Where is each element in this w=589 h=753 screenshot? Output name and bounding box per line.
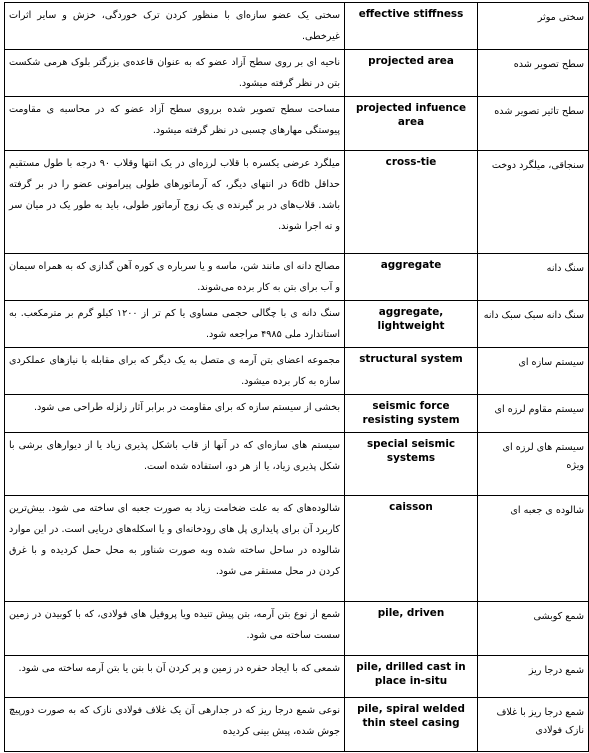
definition-cell: شالوده‌های که به علت ضخامت زیاد به صورت جعبه ای ساخته می شود. بیش‌ترین کاربرد آن برای پایداری پل های رودخانه‌ای و یا اسکله‌های دریایی است. در این موارد شالوده در ساحل ساخته شده وبه صورت شناور به محل حمل کردیده و با غرق کردن در محل مستقر می شود. bbox=[5, 496, 345, 602]
glossary-row bbox=[5, 301, 589, 348]
persian-term-cell: شمع درجا ریز با غلاف نازک فولادی bbox=[478, 698, 589, 752]
english-term-cell: pile, drilled cast in place in-situ bbox=[345, 656, 478, 698]
persian-term-cell: سطح تاثیر تصویر شده bbox=[478, 97, 589, 151]
glossary-row bbox=[5, 698, 589, 752]
definition-cell: سختی یک عضو سازه‌ای با منظور کردن ترک خوردگی، خزش و سایر اثرات غیرخطی. bbox=[5, 3, 345, 50]
persian-term-cell: سطح تصویر شده bbox=[478, 50, 589, 97]
english-term-cell: structural system bbox=[345, 348, 478, 395]
persian-term-cell: سنگ دانه bbox=[478, 254, 589, 301]
glossary-row bbox=[5, 50, 589, 97]
glossary-table bbox=[4, 2, 589, 752]
glossary-row bbox=[5, 348, 589, 395]
english-term-cell: special seismic systems bbox=[345, 433, 478, 496]
persian-term-cell: سیستم سازه ای bbox=[478, 348, 589, 395]
english-term-cell: projected infuence area bbox=[345, 97, 478, 151]
glossary-body bbox=[5, 3, 589, 752]
persian-term-cell: سنجاقی، میلگرد دوخت bbox=[478, 151, 589, 254]
english-term-cell: projected area bbox=[345, 50, 478, 97]
english-term-cell: pile, driven bbox=[345, 602, 478, 656]
definition-cell: مصالح دانه ای مانند شن، ماسه و یا سرباره ی کوره آهن گدازی که به همراه سیمان و آب برای بتن به کار برده می‌شوند. bbox=[5, 254, 345, 301]
persian-term-cell: سیستم های لرزه ای ویژه bbox=[478, 433, 589, 496]
english-term-cell: pile, spiral welded thin steel casing bbox=[345, 698, 478, 752]
english-term-cell: aggregate bbox=[345, 254, 478, 301]
english-term-cell: effective stiffness bbox=[345, 3, 478, 50]
definition-cell: شمعی که با ایجاد حفره در زمین و پر کردن آن با بتن یا بتن آرمه ساخته می شود. bbox=[5, 656, 345, 698]
glossary-row bbox=[5, 496, 589, 602]
english-term-cell: caisson bbox=[345, 496, 478, 602]
glossary-row bbox=[5, 395, 589, 433]
glossary-row bbox=[5, 151, 589, 254]
persian-term-cell: سیستم مقاوم لرزه ای bbox=[478, 395, 589, 433]
persian-term-cell: سنگ دانه سبک سبک دانه bbox=[478, 301, 589, 348]
definition-cell: سیستم های سازه‌ای که در آنها از قاب باشکل پذیری زیاد یا از دیوارهای برشی با شکل پذیری زیاد، یا از هر دو، استفاده شده است. bbox=[5, 433, 345, 496]
persian-term-cell: شالوده ی جعبه ای bbox=[478, 496, 589, 602]
definition-cell: نوعی شمع درجا ریز که در جدارهی آن یک غلاف فولادی نازک که به صورت دورپیچ جوش شده، پیش بینی کردیده bbox=[5, 698, 345, 752]
persian-term-cell: سختی موثر bbox=[478, 3, 589, 50]
persian-term-cell: شمع کوبشی bbox=[478, 602, 589, 656]
glossary-row bbox=[5, 433, 589, 496]
english-term-cell: cross-tie bbox=[345, 151, 478, 254]
definition-cell: مجموعه اعضای بتن آرمه ی متصل به یک دیگر که برای مقابله با نیازهای عملکردی سازه به کار برده میشود. bbox=[5, 348, 345, 395]
glossary-row bbox=[5, 602, 589, 656]
definition-cell: مساحت سطح تصویر شده برروی سطح آزاد عضو که در محاسبه ی مقاومت پیوستگی مهارهای چسبی در نظر گرفته میشود. bbox=[5, 97, 345, 151]
definition-cell: سنگ دانه ی با چگالی حجمی مساوی یا کم تر از ۱۲۰۰ کیلو گرم بر مترمکعب. به استاندارد ملی ۴۹۸۵ مراجعه شود. bbox=[5, 301, 345, 348]
glossary-row bbox=[5, 656, 589, 698]
persian-term-cell: شمع درجا ریز bbox=[478, 656, 589, 698]
glossary-row bbox=[5, 97, 589, 151]
definition-cell: میلگرد عرضی یکسره با قلاب لرزه‌ای در یک انتها وقلاب ۹۰ درجه با طول مستقیم حداقل 6db در انتهای دیگر، که آرماتورهای طولی پیرامونی عضو را در بر گرفته باشد. قلاب‌های در بر گیرنده ی یک زوج آرماتور طولی، باید به طور یک در میان سر و ته اجرا شوند. bbox=[5, 151, 345, 254]
glossary-row bbox=[5, 254, 589, 301]
english-term-cell: aggregate, lightweight bbox=[345, 301, 478, 348]
definition-cell: ناحیه ای بر روی سطح آزاد عضو که به عنوان قاعده‌ی بزرگتر بلوک هرمی شکست بتن در نظر گرفته میشود. bbox=[5, 50, 345, 97]
english-term-cell: seismic force resisting system bbox=[345, 395, 478, 433]
glossary-row bbox=[5, 3, 589, 50]
definition-cell: بخشی از سیستم سازه که برای مقاومت در برابر آثار زلزله طراحی می شود. bbox=[5, 395, 345, 433]
definition-cell: شمع از نوع بتن آرمه، بتن پیش تنیده ویا پروفیل های فولادی، که با کوبیدن در زمین سست ساخته می شود. bbox=[5, 602, 345, 656]
